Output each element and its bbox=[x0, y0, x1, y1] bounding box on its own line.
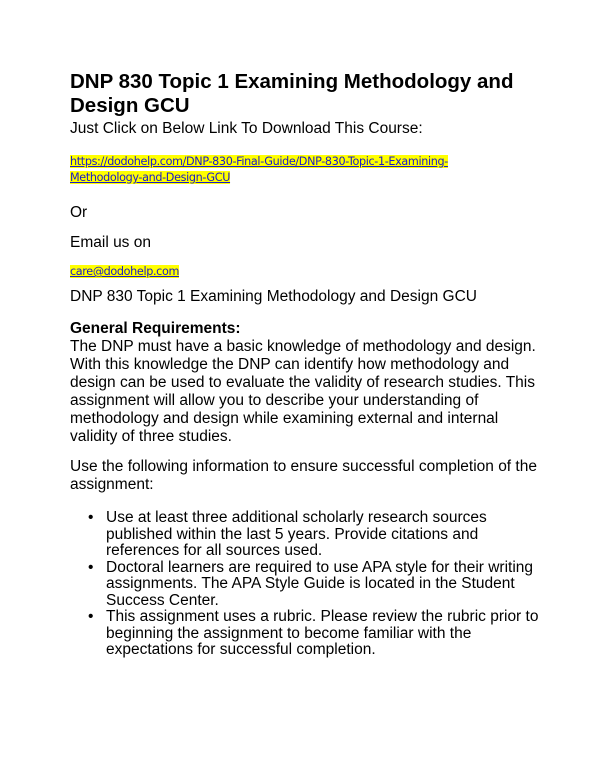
download-link-line-1[interactable]: https://dodohelp.com/DNP-830-Final-Guide/DNP-830-Topic-1-Examining- bbox=[70, 155, 448, 168]
bullet-icon: • bbox=[88, 608, 94, 625]
download-link[interactable] bbox=[70, 154, 540, 186]
course-title-repeat: DNP 830 Topic 1 Examining Methodology and Design GCU bbox=[70, 288, 477, 305]
email-label: Email us on bbox=[70, 234, 151, 251]
intro-paragraph: The DNP must have a basic knowledge of methodology and design. With this knowledge the DNP can identify how methodology and design can be used to evaluate the validity of research studies. This assignment will allow you to describe your understanding of methodology and design while examining external and internal validity of three studies. bbox=[70, 338, 536, 445]
email-link-text[interactable]: care@dodohelp.com bbox=[70, 265, 180, 278]
download-prompt: Just Click on Below Link To Download This Course: bbox=[70, 120, 423, 137]
bullet-icon: • bbox=[88, 558, 94, 576]
list-item-text: This assignment uses a rubric. Please review the rubric prior to beginning the assignment to become familiar with the expectations for successful completion. bbox=[106, 608, 539, 658]
document-title: DNP 830 Topic 1 Examining Methodology and Design GCU bbox=[70, 70, 514, 117]
download-link-line-2[interactable]: Methodology-and-Design-GCU bbox=[70, 171, 231, 184]
document-page bbox=[70, 70, 540, 659]
or-text: Or bbox=[70, 204, 88, 221]
bullet-icon: • bbox=[88, 509, 94, 526]
list-item bbox=[70, 510, 540, 560]
instructions-paragraph: Use the following information to ensure successful completion of the assignment: bbox=[70, 458, 537, 493]
requirements-heading: General Requirements: bbox=[70, 320, 241, 337]
list-item bbox=[70, 560, 540, 610]
list-item-text: Doctoral learners are required to use APA style for their writing assignments. The APA Style Guide is located in the Student Success Center. bbox=[106, 558, 534, 609]
requirements-list bbox=[70, 510, 540, 659]
list-item-text: Use at least three additional scholarly research sources published within the last 5 years. Provide citations and references for all sources used. bbox=[106, 509, 487, 559]
email-link[interactable] bbox=[70, 264, 540, 280]
list-item bbox=[70, 609, 540, 659]
